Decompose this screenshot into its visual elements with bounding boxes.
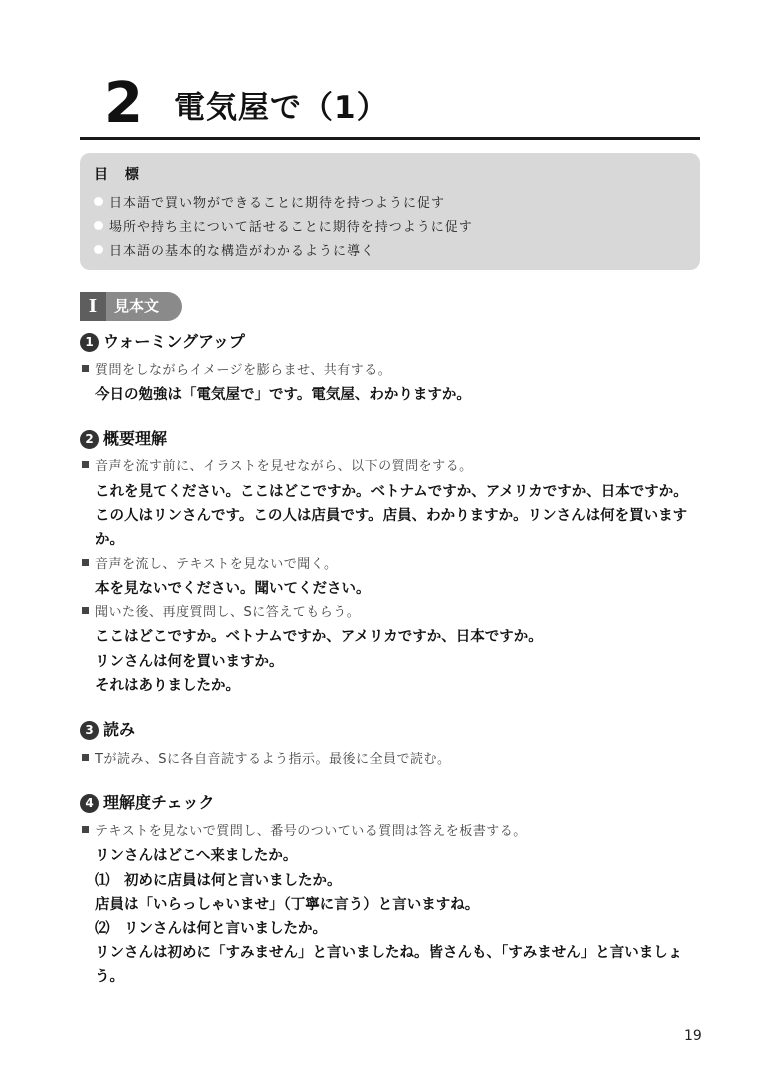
teacher-line: ⑵ リンさんは何と言いましたか。 [95,921,327,937]
instruction-note [82,361,391,381]
section-tab [80,292,182,321]
title-rule [80,137,700,140]
teacher-line: それはありましたか。 [95,678,240,694]
teacher-line: リンさんは初めに「すみません」と言いましたね。皆さんも、「すみません」と言いましょ [95,945,683,961]
goal-item [94,216,473,235]
teacher-line: ⑴ 初めに店員は何と言いましたか。 [95,873,342,889]
note-text: Tが読み、Sに各自音読するよう指示。最後に全員で読む。 [95,752,451,767]
heading-text: 概要理解 [103,429,168,448]
chapter-title [80,72,700,136]
note-text: 音声を流し、テキストを見ないで聞く。 [95,557,338,572]
goal-text: 日本語の基本的な構造がわかるように導く [109,244,376,259]
note-text: 質問をしながらイメージを膨らませ、共有する。 [95,363,392,378]
goal-text: 日本語で買い物ができることに期待を持つように促す [109,196,446,211]
note-text: テキストを見ないで質問し、番号のついている質問は答えを板書する。 [95,824,527,839]
page-number: 19 [684,1028,702,1044]
teacher-line: これを見てください。ここはどこですか。ベトナムですか、アメリカですか、日本ですか。 [95,484,688,500]
note-text: 聞いた後、再度質問し、Sに答えてもらう。 [95,605,361,620]
teacher-line: 今日の勉強は「電気屋で」です。電気屋、わかりますか。 [95,387,471,403]
section-number: I [80,292,106,321]
square-bullet-icon [82,826,89,833]
warmup-heading [80,331,245,353]
goals-heading: 目 標 [94,167,145,183]
chapter-title-text: 電気屋で（1） [174,90,389,126]
heading-text: ウォーミングアップ [103,332,245,351]
goal-item [94,192,445,211]
square-bullet-icon [82,461,89,468]
teacher-line: リンさんは何を買いますか。 [95,654,284,670]
instruction-note [82,750,450,770]
teacher-line: 店員は「いらっしゃいませ」（丁寧に言う）と言いますね。 [95,897,480,913]
heading-text: 読み [103,720,136,739]
instruction-note [82,457,473,477]
step-number-icon: 1 [80,333,99,352]
instruction-note [82,822,527,842]
note-text: 音声を流す前に、イラストを見せながら、以下の質問をする。 [95,459,473,474]
chapter-number: 2 [104,71,143,136]
step-number-icon: 3 [80,721,99,740]
goals-box [80,153,700,270]
goal-item [94,240,375,259]
check-heading [80,792,215,814]
square-bullet-icon [82,754,89,761]
overview-heading [80,428,167,450]
heading-text: 理解度チェック [103,793,215,812]
teacher-line: う。 [95,969,124,985]
step-number-icon: 2 [80,430,99,449]
teacher-line: この人はリンさんです。この人は店員です。店員、わかりますか。リンさんは何を買います [95,508,688,524]
square-bullet-icon [82,607,89,614]
goal-text: 場所や持ち主について話せることに期待を持つように促す [109,220,473,235]
bullet-icon [94,197,103,206]
teacher-line: ここはどこですか。ベトナムですか、アメリカですか、日本ですか。 [95,629,543,645]
teacher-line: 本を見ないでください。聞いてください。 [95,581,371,597]
bullet-icon [94,221,103,230]
step-number-icon: 4 [80,794,99,813]
section-label: 見本文 [114,297,160,315]
instruction-note [82,603,360,623]
square-bullet-icon [82,365,89,372]
teacher-line: か。 [95,532,124,548]
teacher-line: リンさんはどこへ来ましたか。 [95,848,298,864]
instruction-note [82,555,337,575]
reading-heading [80,719,135,741]
bullet-icon [94,245,103,254]
square-bullet-icon [82,559,89,566]
